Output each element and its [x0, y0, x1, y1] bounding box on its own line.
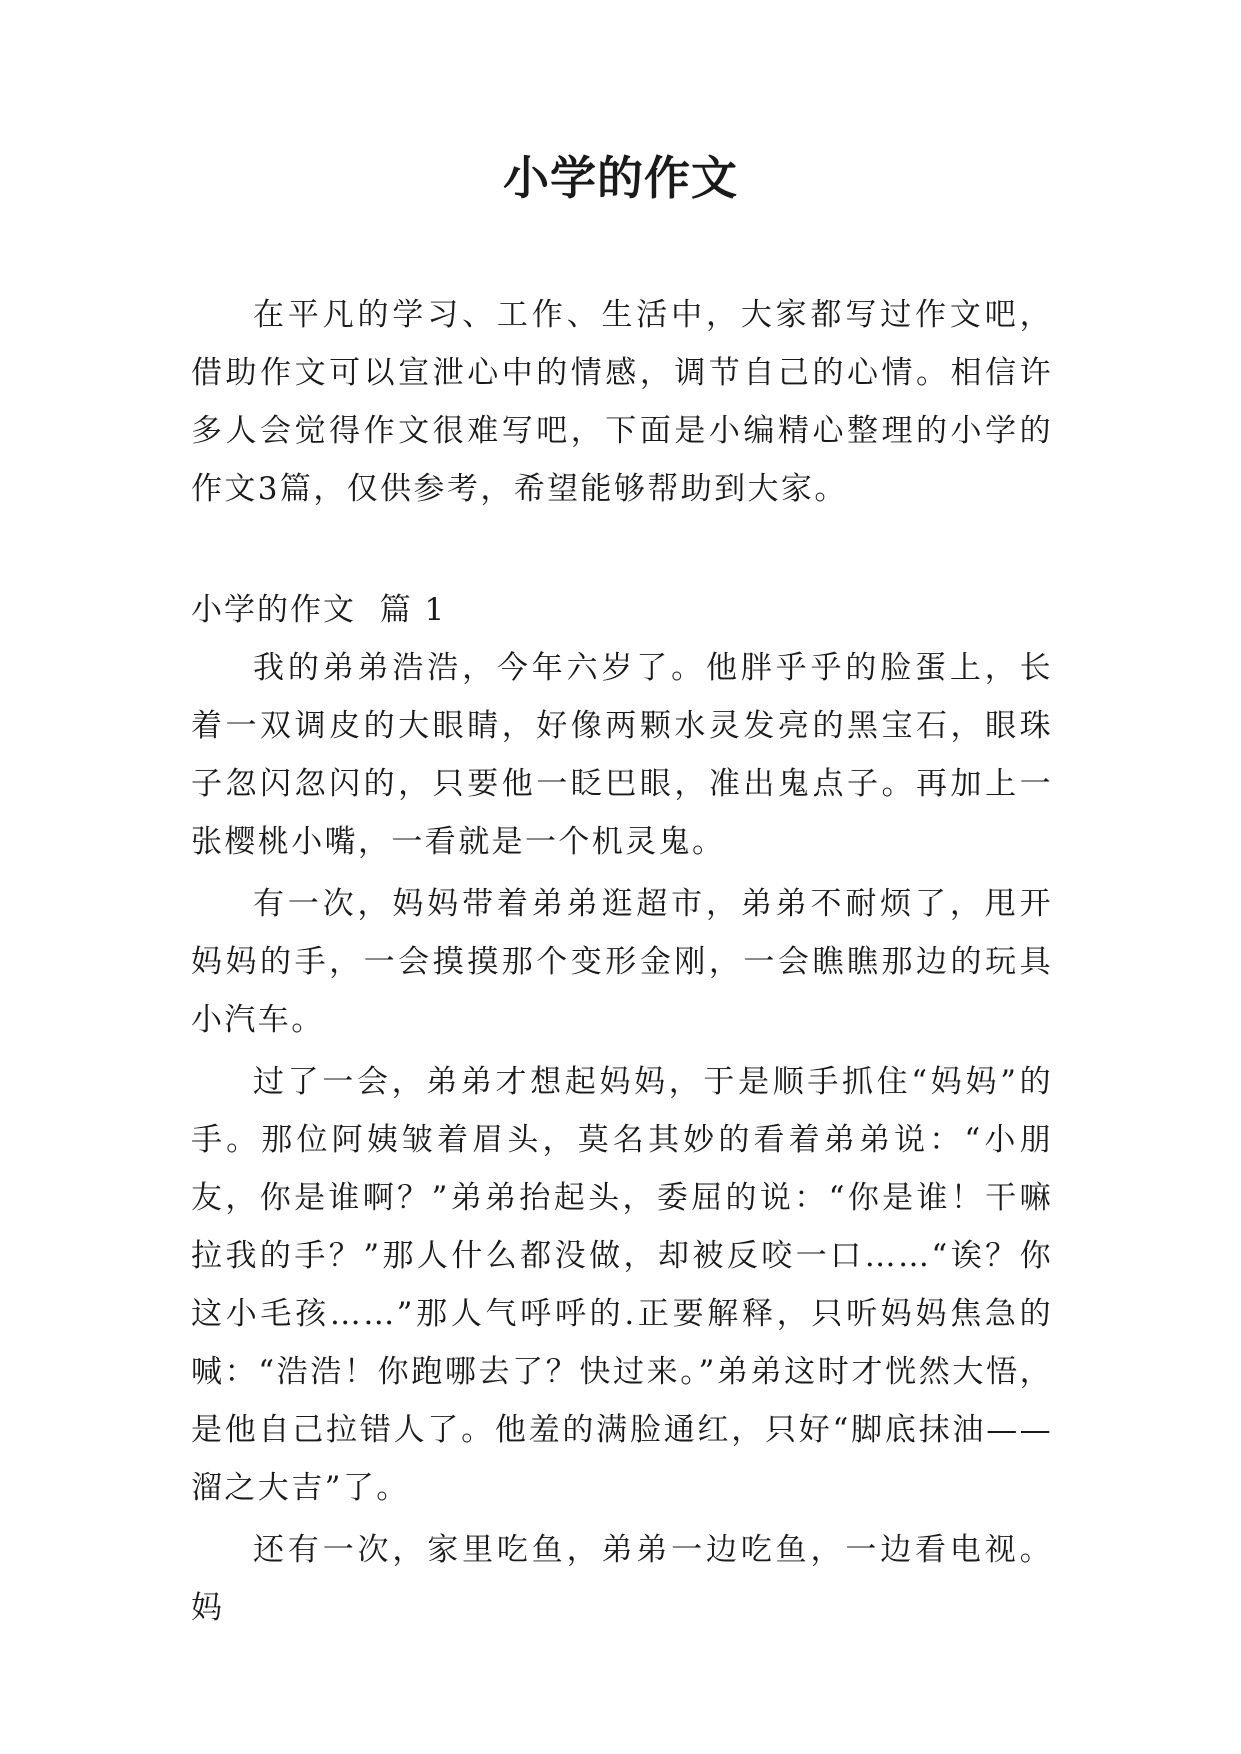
essay-paragraph-2: 有一次，妈妈带着弟弟逛超市，弟弟不耐烦了，甩开妈妈的手，一会摸摸那个变形金刚，一会瞧瞧那边的玩具小汽车。 [191, 886, 1053, 1038]
intro-section [191, 286, 1053, 518]
document-title: 小学的作文 [503, 151, 738, 205]
essay-paragraph-1: 我的弟弟浩浩，今年六岁了。他胖乎乎的脸蛋上，长着一双调皮的大眼睛，好像两颗水灵发亮的黑宝石，眼珠子忽闪忽闪的，只要他一眨巴眼，准出鬼点子。再加上一张樱桃小嘴，一看就是一个机灵鬼。 [191, 650, 1053, 860]
section-heading: 小学的作文 篇 1 [191, 592, 447, 628]
intro-paragraph: 在平凡的学习、工作、生活中，大家都写过作文吧，借助作文可以宣泄心中的情感，调节自己的心情。相信许多人会觉得作文很难写吧，下面是小编精心整理的小学的作文3篇，仅供参考，希望能够帮助到大家。 [191, 297, 1053, 507]
essay-paragraph-4: 还有一次，家里吃鱼，弟弟一边吃鱼，一边看电视。妈 [191, 1532, 1053, 1626]
essay-paragraph-3: 过了一会，弟弟才想起妈妈，于是顺手抓住“妈妈”的手。那位阿姨皱着眉头，莫名其妙的看着弟弟说：“小朋友，你是谁啊？”弟弟抬起头，委屈的说：“你是谁！干嘛拉我的手？”那人什么都没做，却被反咬一口……“诶？你这小毛孩……”那人气呼呼的.正要解释，只听妈妈焦急的喊：“浩浩！你跑哪去了？快过来。”弟弟这时才恍然大悟，是他自己拉错人了。他羞的满脸通红，只好“脚底抹油——溜之大吉”了。 [191, 1064, 1053, 1506]
essay-body [191, 639, 1053, 1641]
